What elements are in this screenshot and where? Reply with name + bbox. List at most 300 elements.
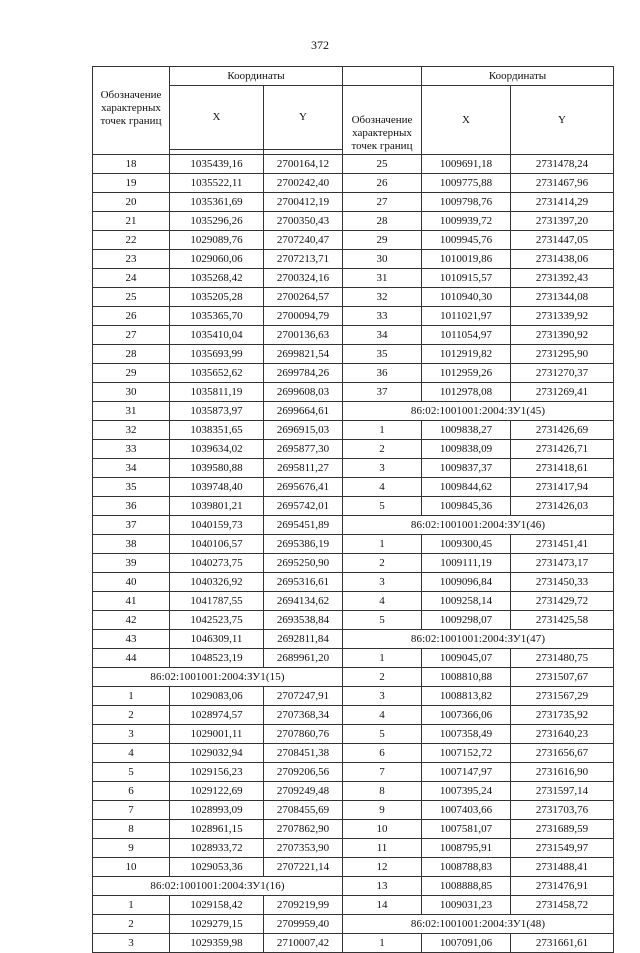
y-value-left: 2700164,12	[264, 155, 343, 174]
x-header-left: X	[170, 86, 264, 150]
y-value-left: 2700324,16	[264, 269, 343, 288]
point-number-left: 24	[93, 269, 170, 288]
y-value-left: 2700242,40	[264, 174, 343, 193]
point-number-right: 36	[343, 364, 422, 383]
point-number-right: 7	[343, 763, 422, 782]
x-value-left: 1039580,88	[170, 459, 264, 478]
x-value-left: 1035522,11	[170, 174, 264, 193]
point-number-right: 5	[343, 725, 422, 744]
x-value-right: 1010940,30	[422, 288, 511, 307]
x-value-right: 1007395,24	[422, 782, 511, 801]
table-row	[93, 934, 614, 953]
y-value-left: 2699664,61	[264, 402, 343, 421]
point-number-left: 43	[93, 630, 170, 649]
table-row	[93, 649, 614, 668]
point-number-right: 29	[343, 231, 422, 250]
point-number-left: 10	[93, 858, 170, 877]
table-row	[93, 288, 614, 307]
x-value-right: 1007358,49	[422, 725, 511, 744]
point-number-left: 29	[93, 364, 170, 383]
x-value-right: 1009775,88	[422, 174, 511, 193]
y-value-left: 2695676,41	[264, 478, 343, 497]
x-value-left: 1029083,06	[170, 687, 264, 706]
x-value-right: 1008795,91	[422, 839, 511, 858]
y-value-left: 2707353,90	[264, 839, 343, 858]
y-header-left: Y	[264, 86, 343, 150]
y-value-left: 2695386,19	[264, 535, 343, 554]
y-value-right: 2731339,92	[511, 307, 614, 326]
point-number-right: 25	[343, 155, 422, 174]
y-value-left: 2708455,69	[264, 801, 343, 820]
point-label-header-right-top	[343, 67, 422, 86]
point-label-header-left	[93, 67, 170, 155]
x-value-right: 1009844,62	[422, 478, 511, 497]
y-value-left: 2710007,42	[264, 934, 343, 953]
table-row	[93, 383, 614, 402]
point-number-left: 39	[93, 554, 170, 573]
y-value-left: 2699608,03	[264, 383, 343, 402]
table-row	[93, 687, 614, 706]
y-value-left: 2700094,79	[264, 307, 343, 326]
y-value-right: 2731616,90	[511, 763, 614, 782]
table-row	[93, 535, 614, 554]
y-value-right: 2731458,72	[511, 896, 614, 915]
point-label-line2: характерных	[352, 127, 412, 139]
point-number-right: 3	[343, 459, 422, 478]
point-number-left: 1	[93, 687, 170, 706]
x-value-left: 1029279,15	[170, 915, 264, 934]
x-value-left: 1040326,92	[170, 573, 264, 592]
point-number-right: 4	[343, 706, 422, 725]
point-number-left: 6	[93, 782, 170, 801]
y-value-right: 2731640,23	[511, 725, 614, 744]
x-value-left: 1029053,36	[170, 858, 264, 877]
table-row	[93, 421, 614, 440]
x-value-left: 1040106,57	[170, 535, 264, 554]
x-value-right: 1009031,23	[422, 896, 511, 915]
point-label-line1: Обозначение	[351, 114, 413, 126]
y-value-left: 2699784,26	[264, 364, 343, 383]
y-value-left: 2689961,20	[264, 649, 343, 668]
table-row	[93, 782, 614, 801]
point-number-left: 34	[93, 459, 170, 478]
point-number-right: 1	[343, 421, 422, 440]
y-value-left: 2700412,19	[264, 193, 343, 212]
point-number-left: 38	[93, 535, 170, 554]
point-number-left: 2	[93, 706, 170, 725]
point-number-left: 5	[93, 763, 170, 782]
table-row	[93, 573, 614, 592]
x-value-right: 1010019,86	[422, 250, 511, 269]
x-value-left: 1038351,65	[170, 421, 264, 440]
point-number-left: 3	[93, 934, 170, 953]
y-value-right: 2731689,59	[511, 820, 614, 839]
x-value-left: 1035410,04	[170, 326, 264, 345]
point-number-right: 5	[343, 611, 422, 630]
x-value-right: 1007581,07	[422, 820, 511, 839]
y-value-left: 2709206,56	[264, 763, 343, 782]
x-value-left: 1029359,98	[170, 934, 264, 953]
x-value-right: 1011021,97	[422, 307, 511, 326]
point-label-header-right	[343, 86, 422, 155]
point-number-left: 40	[93, 573, 170, 592]
point-number-right: 14	[343, 896, 422, 915]
y-value-left: 2695250,90	[264, 554, 343, 573]
point-number-right: 1	[343, 649, 422, 668]
point-number-left: 2	[93, 915, 170, 934]
y-value-right: 2731597,14	[511, 782, 614, 801]
table-row	[93, 212, 614, 231]
y-value-right: 2731295,90	[511, 345, 614, 364]
table-row	[93, 763, 614, 782]
point-number-left: 42	[93, 611, 170, 630]
point-number-left: 30	[93, 383, 170, 402]
x-value-left: 1029032,94	[170, 744, 264, 763]
point-number-left: 19	[93, 174, 170, 193]
y-value-right: 2731549,97	[511, 839, 614, 858]
x-value-right: 1009300,45	[422, 535, 511, 554]
y-value-right: 2731478,24	[511, 155, 614, 174]
x-value-left: 1040159,73	[170, 516, 264, 535]
y-value-left: 2696915,03	[264, 421, 343, 440]
y-value-left: 2699821,54	[264, 345, 343, 364]
point-number-left: 8	[93, 820, 170, 839]
x-value-right: 1009838,27	[422, 421, 511, 440]
x-value-left: 1028961,15	[170, 820, 264, 839]
table-row	[93, 858, 614, 877]
x-value-right: 1008888,85	[422, 877, 511, 896]
x-header-right: X	[422, 86, 511, 155]
point-number-left: 32	[93, 421, 170, 440]
y-value-right: 2731467,96	[511, 174, 614, 193]
x-value-right: 1009298,07	[422, 611, 511, 630]
point-number-left: 33	[93, 440, 170, 459]
point-number-left: 18	[93, 155, 170, 174]
header-row-coords	[93, 67, 614, 86]
table-row	[93, 364, 614, 383]
point-number-right: 13	[343, 877, 422, 896]
x-value-right: 1007147,97	[422, 763, 511, 782]
point-number-right: 11	[343, 839, 422, 858]
y-value-left: 2708451,38	[264, 744, 343, 763]
y-value-left: 2700264,57	[264, 288, 343, 307]
y-value-left: 2709249,48	[264, 782, 343, 801]
point-number-left: 31	[93, 402, 170, 421]
point-number-right: 2	[343, 554, 422, 573]
y-value-right: 2731476,91	[511, 877, 614, 896]
x-value-right: 1008788,83	[422, 858, 511, 877]
point-number-right: 2	[343, 668, 422, 687]
point-number-right: 33	[343, 307, 422, 326]
y-value-left: 2707862,90	[264, 820, 343, 839]
x-value-left: 1042523,75	[170, 611, 264, 630]
coordinates-table	[92, 66, 614, 953]
y-value-right: 2731397,20	[511, 212, 614, 231]
point-number-left: 4	[93, 744, 170, 763]
x-value-left: 1029060,06	[170, 250, 264, 269]
y-value-left: 2707221,14	[264, 858, 343, 877]
y-value-right: 2731735,92	[511, 706, 614, 725]
table-row	[93, 554, 614, 573]
x-value-left: 1029156,23	[170, 763, 264, 782]
y-value-left: 2700136,63	[264, 326, 343, 345]
y-value-right: 2731344,08	[511, 288, 614, 307]
x-value-right: 1009691,18	[422, 155, 511, 174]
x-value-left: 1048523,19	[170, 649, 264, 668]
point-label-line1: Обозначение	[100, 89, 162, 101]
point-number-left: 3	[93, 725, 170, 744]
x-value-left: 1039634,02	[170, 440, 264, 459]
table-row	[93, 231, 614, 250]
y-value-right: 2731488,41	[511, 858, 614, 877]
y-value-right: 2731414,29	[511, 193, 614, 212]
y-value-right: 2731425,58	[511, 611, 614, 630]
point-number-right: 9	[343, 801, 422, 820]
y-value-left: 2695316,61	[264, 573, 343, 592]
point-number-left: 28	[93, 345, 170, 364]
x-value-right: 1012978,08	[422, 383, 511, 402]
table-row	[93, 630, 614, 649]
y-value-right: 2731417,94	[511, 478, 614, 497]
point-number-right: 34	[343, 326, 422, 345]
y-value-right: 2731390,92	[511, 326, 614, 345]
point-number-left: 35	[93, 478, 170, 497]
x-value-right: 1009837,37	[422, 459, 511, 478]
point-number-left: 25	[93, 288, 170, 307]
x-value-left: 1046309,11	[170, 630, 264, 649]
point-number-left: 37	[93, 516, 170, 535]
x-value-right: 1009798,76	[422, 193, 511, 212]
x-value-left: 1028933,72	[170, 839, 264, 858]
y-value-left: 2693538,84	[264, 611, 343, 630]
point-number-right: 28	[343, 212, 422, 231]
y-value-left: 2695451,89	[264, 516, 343, 535]
table-row	[93, 269, 614, 288]
point-number-left: 27	[93, 326, 170, 345]
x-value-right: 1009845,36	[422, 497, 511, 516]
table-row	[93, 155, 614, 174]
x-value-right: 1009939,72	[422, 212, 511, 231]
x-value-left: 1039748,40	[170, 478, 264, 497]
point-number-right: 4	[343, 592, 422, 611]
table-row	[93, 478, 614, 497]
point-number-left: 20	[93, 193, 170, 212]
section-header-right: 86:02:1001001:2004:ЗУ1(45)	[343, 402, 614, 421]
y-value-right: 2731270,37	[511, 364, 614, 383]
x-value-left: 1035439,16	[170, 155, 264, 174]
y-value-left: 2695811,27	[264, 459, 343, 478]
point-number-left: 22	[93, 231, 170, 250]
y-value-left: 2707368,34	[264, 706, 343, 725]
y-value-left: 2692811,84	[264, 630, 343, 649]
x-value-left: 1035811,19	[170, 383, 264, 402]
table-row	[93, 440, 614, 459]
x-value-left: 1035268,42	[170, 269, 264, 288]
x-value-left: 1035873,97	[170, 402, 264, 421]
point-number-left: 26	[93, 307, 170, 326]
y-value-right: 2731703,76	[511, 801, 614, 820]
x-value-left: 1035205,28	[170, 288, 264, 307]
y-value-right: 2731447,05	[511, 231, 614, 250]
point-number-right: 1	[343, 535, 422, 554]
x-value-right: 1009258,14	[422, 592, 511, 611]
x-value-left: 1035693,99	[170, 345, 264, 364]
point-number-right: 32	[343, 288, 422, 307]
y-value-right: 2731426,71	[511, 440, 614, 459]
x-value-right: 1012919,82	[422, 345, 511, 364]
point-label-line3: точек границ	[100, 115, 162, 127]
point-number-right: 1	[343, 934, 422, 953]
point-number-left: 41	[93, 592, 170, 611]
point-number-left: 9	[93, 839, 170, 858]
x-value-left: 1041787,55	[170, 592, 264, 611]
point-number-right: 2	[343, 440, 422, 459]
table-row	[93, 896, 614, 915]
coords-header-left: Координаты	[170, 67, 343, 86]
table-row	[93, 592, 614, 611]
x-value-right: 1010915,57	[422, 269, 511, 288]
table-row	[93, 307, 614, 326]
x-value-right: 1007403,66	[422, 801, 511, 820]
y-value-right: 2731418,61	[511, 459, 614, 478]
y-value-left: 2707860,76	[264, 725, 343, 744]
x-value-right: 1007091,06	[422, 934, 511, 953]
x-value-right: 1007366,06	[422, 706, 511, 725]
y-value-right: 2731507,67	[511, 668, 614, 687]
x-value-left: 1039801,21	[170, 497, 264, 516]
x-value-right: 1011054,97	[422, 326, 511, 345]
y-value-left: 2707213,71	[264, 250, 343, 269]
table-row	[93, 801, 614, 820]
table-row	[93, 744, 614, 763]
table-row	[93, 725, 614, 744]
table-row	[93, 193, 614, 212]
x-value-right: 1008810,88	[422, 668, 511, 687]
y-value-left: 2695742,01	[264, 497, 343, 516]
table-row	[93, 516, 614, 535]
point-number-right: 4	[343, 478, 422, 497]
point-number-left: 36	[93, 497, 170, 516]
y-value-left: 2695877,30	[264, 440, 343, 459]
table-row	[93, 915, 614, 934]
table-row	[93, 820, 614, 839]
section-header-left: 86:02:1001001:2004:ЗУ1(15)	[93, 668, 343, 687]
point-number-right: 3	[343, 687, 422, 706]
x-value-right: 1009945,76	[422, 231, 511, 250]
x-value-right: 1009045,07	[422, 649, 511, 668]
x-value-left: 1029122,69	[170, 782, 264, 801]
point-number-right: 8	[343, 782, 422, 801]
x-value-left: 1035296,26	[170, 212, 264, 231]
x-value-left: 1035652,62	[170, 364, 264, 383]
x-value-right: 1007152,72	[422, 744, 511, 763]
x-value-left: 1035361,69	[170, 193, 264, 212]
x-value-left: 1028974,57	[170, 706, 264, 725]
y-header-right: Y	[511, 86, 614, 155]
coords-header-right: Координаты	[422, 67, 614, 86]
x-value-right: 1008813,82	[422, 687, 511, 706]
table-row	[93, 174, 614, 193]
point-number-right: 35	[343, 345, 422, 364]
table-row	[93, 459, 614, 478]
point-number-right: 26	[343, 174, 422, 193]
coordinates-table-body	[93, 67, 614, 953]
table-row	[93, 402, 614, 421]
table-row	[93, 611, 614, 630]
y-value-right: 2731450,33	[511, 573, 614, 592]
table-row	[93, 668, 614, 687]
page-number: 372	[311, 38, 329, 52]
x-value-right: 1009838,09	[422, 440, 511, 459]
table-row	[93, 345, 614, 364]
y-value-right: 2731392,43	[511, 269, 614, 288]
y-value-right: 2731451,41	[511, 535, 614, 554]
point-number-left: 7	[93, 801, 170, 820]
point-number-right: 31	[343, 269, 422, 288]
table-row	[93, 877, 614, 896]
section-header-right: 86:02:1001001:2004:ЗУ1(47)	[343, 630, 614, 649]
point-label-line3: точек границ	[351, 140, 413, 152]
y-value-right: 2731426,03	[511, 497, 614, 516]
section-header-left: 86:02:1001001:2004:ЗУ1(16)	[93, 877, 343, 896]
x-value-left: 1040273,75	[170, 554, 264, 573]
y-value-right: 2731269,41	[511, 383, 614, 402]
y-value-left: 2709959,40	[264, 915, 343, 934]
point-number-left: 1	[93, 896, 170, 915]
point-number-right: 27	[343, 193, 422, 212]
table-row	[93, 250, 614, 269]
point-number-left: 21	[93, 212, 170, 231]
x-value-left: 1035365,70	[170, 307, 264, 326]
point-number-right: 30	[343, 250, 422, 269]
table-row	[93, 706, 614, 725]
y-value-right: 2731661,61	[511, 934, 614, 953]
y-value-left: 2700350,43	[264, 212, 343, 231]
point-label-line2: характерных	[101, 102, 161, 114]
x-value-right: 1009111,19	[422, 554, 511, 573]
section-header-right: 86:02:1001001:2004:ЗУ1(46)	[343, 516, 614, 535]
x-value-left: 1029001,11	[170, 725, 264, 744]
point-number-right: 5	[343, 497, 422, 516]
y-value-right: 2731438,06	[511, 250, 614, 269]
point-number-right: 6	[343, 744, 422, 763]
point-number-left: 44	[93, 649, 170, 668]
x-value-right: 1012959,26	[422, 364, 511, 383]
y-value-right: 2731426,69	[511, 421, 614, 440]
y-value-right: 2731656,67	[511, 744, 614, 763]
y-value-left: 2709219,99	[264, 896, 343, 915]
x-value-right: 1009096,84	[422, 573, 511, 592]
point-number-right: 12	[343, 858, 422, 877]
table-row	[93, 839, 614, 858]
header-row-xy	[93, 86, 614, 150]
y-value-left: 2707247,91	[264, 687, 343, 706]
y-value-right: 2731567,29	[511, 687, 614, 706]
table-row	[93, 326, 614, 345]
x-value-left: 1029089,76	[170, 231, 264, 250]
x-value-left: 1028993,09	[170, 801, 264, 820]
section-header-right: 86:02:1001001:2004:ЗУ1(48)	[343, 915, 614, 934]
y-value-left: 2694134,62	[264, 592, 343, 611]
point-number-right: 37	[343, 383, 422, 402]
y-value-right: 2731473,17	[511, 554, 614, 573]
y-value-right: 2731480,75	[511, 649, 614, 668]
point-number-right: 10	[343, 820, 422, 839]
x-value-left: 1029158,42	[170, 896, 264, 915]
y-value-right: 2731429,72	[511, 592, 614, 611]
point-number-right: 3	[343, 573, 422, 592]
point-number-left: 23	[93, 250, 170, 269]
